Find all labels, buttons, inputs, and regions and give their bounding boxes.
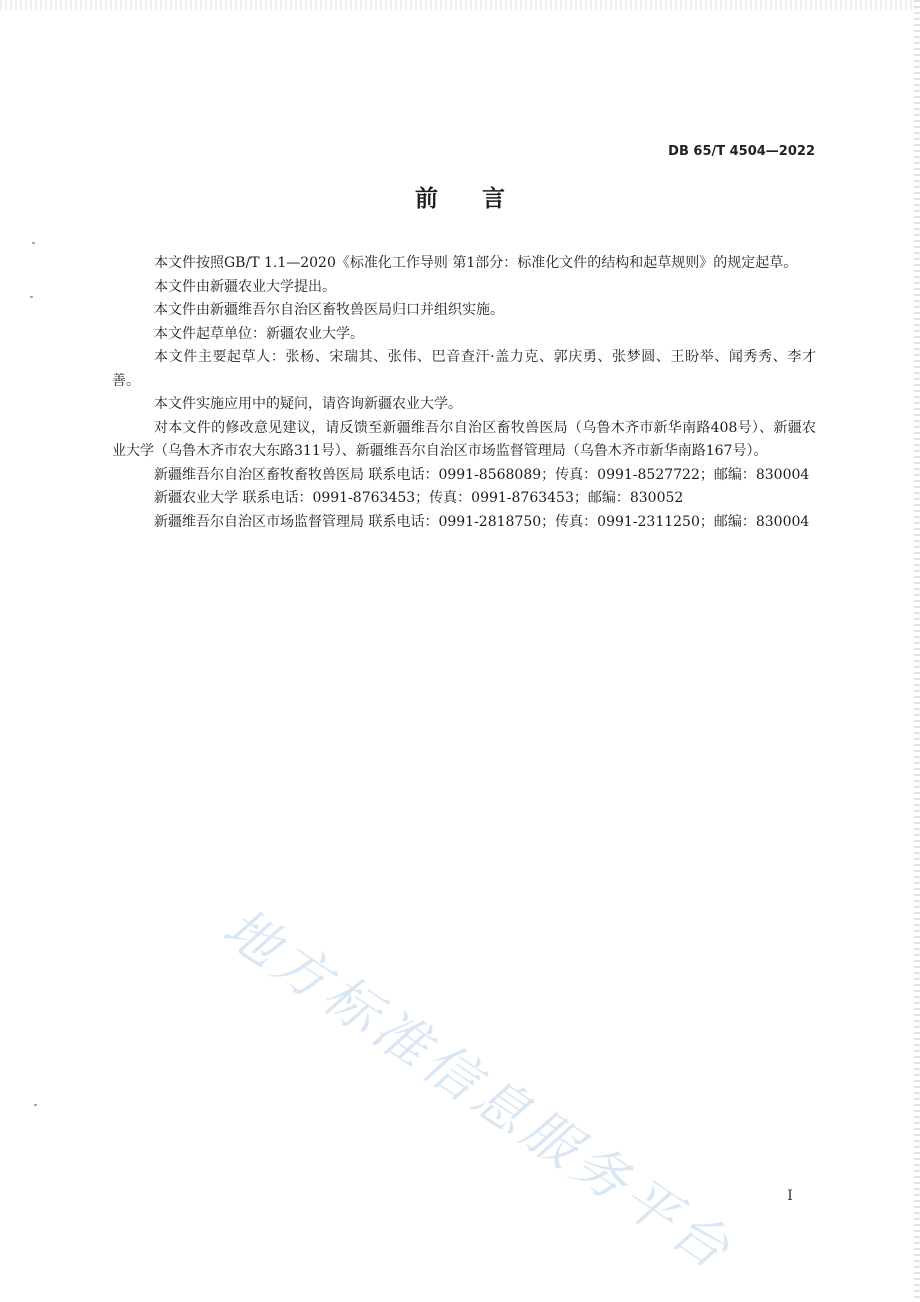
paragraph-drafting-unit: 本文件起草单位：新疆农业大学。 (154, 325, 364, 342)
document-code: DB 65/T 4504—2022 (668, 144, 815, 159)
paragraph-inquiry: 本文件实施应用中的疑问，请咨询新疆农业大学。 (154, 396, 462, 412)
paragraph-drafters: 本文件主要起草人：张杨、宋瑞其、张伟、巴音查汗·盖力克、郭庆勇、张梦圆、王盼举、闻秀秀、李才善。 (112, 349, 816, 389)
contact-line: 新疆维吾尔自治区畜牧畜牧兽医局 联系电话：0991-8568089；传真：0991-8527722；邮编：830004 (154, 466, 810, 483)
page-title: 前言 (415, 185, 549, 212)
foreword-body (112, 252, 816, 534)
paragraph-administrator: 本文件由新疆维吾尔自治区畜牧兽医局归口并组织实施。 (154, 302, 504, 318)
scan-edge-top (0, 0, 920, 10)
paragraph-feedback: 对本文件的修改意见建议，请反馈至新疆维吾尔自治区畜牧兽医局（乌鲁木齐市新华南路408号）、新疆农业大学（乌鲁木齐市农大东路311号）、新疆维吾尔自治区市场监督管理局（乌鲁木齐市新华南路167号）。 (112, 419, 816, 459)
page-number: I (787, 1188, 793, 1204)
scan-speck (30, 296, 33, 298)
contact-line: 新疆维吾尔自治区市场监督管理局 联系电话：0991-2818750；传真：0991-2311250；邮编：830004 (154, 513, 810, 530)
paragraph-proposer: 本文件由新疆农业大学提出。 (154, 278, 336, 295)
contact-line: 新疆农业大学 联系电话：0991-8763453；传真：0991-8763453；邮编：830052 (154, 490, 684, 506)
scan-speck (34, 1104, 37, 1106)
paragraph-drafting-rules: 本文件按照GB/T 1.1—2020《标准化工作导则 第1部分：标准化文件的结构和起草规则》的规定起草。 (154, 255, 798, 271)
watermark: 地方标准信息服务平台 (212, 895, 745, 1284)
scan-speck (32, 242, 35, 244)
